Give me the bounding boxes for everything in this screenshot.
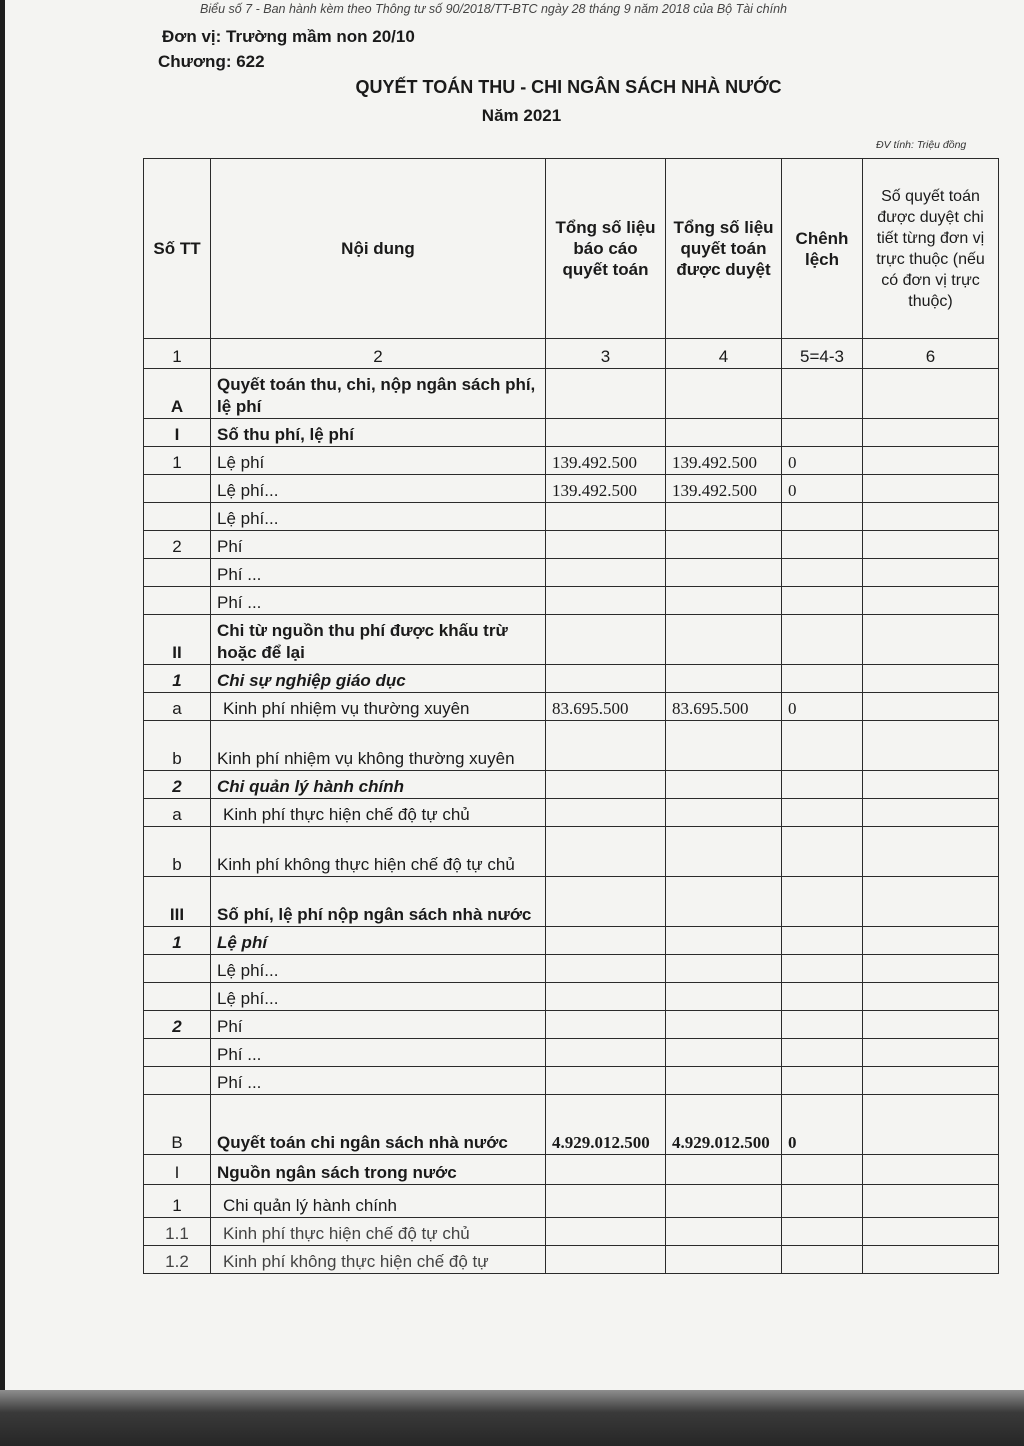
table-row	[144, 1067, 999, 1095]
unit-detail-value	[863, 1185, 999, 1218]
reported-value	[546, 721, 666, 771]
row-content: Phí ...	[211, 1039, 546, 1067]
unit-detail-value	[863, 1155, 999, 1185]
unit-detail-value	[863, 799, 999, 827]
approved-value	[666, 877, 782, 927]
chapter-code: Chương: 622	[158, 52, 265, 71]
row-number	[144, 559, 211, 587]
reported-value	[546, 1039, 666, 1067]
row-number	[144, 955, 211, 983]
reported-value: 83.695.500	[546, 693, 666, 721]
reported-value	[546, 1185, 666, 1218]
difference-value	[782, 1039, 863, 1067]
reported-value	[546, 1246, 666, 1274]
unit-detail-value	[863, 587, 999, 615]
reported-value	[546, 587, 666, 615]
reported-value	[546, 419, 666, 447]
approved-value	[666, 1218, 782, 1246]
row-content: Kinh phí không thực hiện chế độ tự	[211, 1246, 546, 1274]
row-content: Chi sự nghiệp giáo dục	[211, 665, 546, 693]
row-number: I	[144, 419, 211, 447]
reported-value	[546, 827, 666, 877]
table-row	[144, 827, 999, 877]
unit-detail-value	[863, 955, 999, 983]
unit-detail-value	[863, 983, 999, 1011]
unit-detail-value	[863, 1067, 999, 1095]
difference-value	[782, 369, 863, 419]
row-content: Chi quản lý hành chính	[211, 771, 546, 799]
unit-detail-value	[863, 369, 999, 419]
unit-detail-value	[863, 1218, 999, 1246]
row-number: III	[144, 877, 211, 927]
unit-detail-value	[863, 559, 999, 587]
unit-detail-value	[863, 475, 999, 503]
approved-value: 139.492.500	[666, 447, 782, 475]
table-row	[144, 1218, 999, 1246]
row-number	[144, 587, 211, 615]
difference-value	[782, 927, 863, 955]
difference-value	[782, 1185, 863, 1218]
unit-detail-value	[863, 1011, 999, 1039]
difference-value	[782, 799, 863, 827]
approved-value	[666, 1039, 782, 1067]
approved-value	[666, 721, 782, 771]
reported-value	[546, 559, 666, 587]
column-index: 2	[211, 339, 546, 369]
row-number	[144, 1067, 211, 1095]
row-content: Nguồn ngân sách trong nước	[211, 1155, 546, 1185]
row-content: Lệ phí...	[211, 983, 546, 1011]
table-row	[144, 771, 999, 799]
approved-value	[666, 927, 782, 955]
table-row	[144, 665, 999, 693]
row-number: 1	[144, 1185, 211, 1218]
table-row	[144, 1095, 999, 1155]
approved-value	[666, 665, 782, 693]
difference-value	[782, 503, 863, 531]
row-number: 1	[144, 447, 211, 475]
row-number: 2	[144, 771, 211, 799]
table-row	[144, 503, 999, 531]
approved-value: 4.929.012.500	[666, 1095, 782, 1155]
difference-value: 0	[782, 447, 863, 475]
approved-value	[666, 503, 782, 531]
row-number: II	[144, 615, 211, 665]
unit-detail-value	[863, 927, 999, 955]
unit-detail-value	[863, 1246, 999, 1274]
unit-detail-value	[863, 827, 999, 877]
column-header-approved: Tổng số liệu quyết toán được duyệt	[666, 159, 782, 339]
difference-value	[782, 1155, 863, 1185]
approved-value: 83.695.500	[666, 693, 782, 721]
row-content: Phí ...	[211, 559, 546, 587]
difference-value: 0	[782, 693, 863, 721]
approved-value	[666, 531, 782, 559]
reported-value	[546, 503, 666, 531]
reported-value	[546, 531, 666, 559]
table-row	[144, 693, 999, 721]
table-row	[144, 877, 999, 927]
row-number: 1.1	[144, 1218, 211, 1246]
row-content: Kinh phí nhiệm vụ thường xuyên	[211, 693, 546, 721]
column-index: 6	[863, 339, 999, 369]
difference-value	[782, 1067, 863, 1095]
reported-value	[546, 615, 666, 665]
difference-value: 0	[782, 475, 863, 503]
row-number: 1	[144, 927, 211, 955]
reported-value	[546, 369, 666, 419]
row-number: b	[144, 827, 211, 877]
form-reference: Biểu số 7 - Ban hành kèm theo Thông tư số 90/2018/TT-BTC ngày 28 tháng 9 năm 2018 của Bộ Tài chính	[200, 2, 787, 16]
row-content: Lệ phí...	[211, 955, 546, 983]
reported-value: 139.492.500	[546, 447, 666, 475]
row-number	[144, 1039, 211, 1067]
difference-value	[782, 1246, 863, 1274]
approved-value	[666, 1185, 782, 1218]
row-content: Quyết toán chi ngân sách nhà nước	[211, 1095, 546, 1155]
row-content: Chi từ nguồn thu phí được khấu trừ hoặc để lại	[211, 615, 546, 665]
difference-value	[782, 665, 863, 693]
difference-value	[782, 877, 863, 927]
reported-value	[546, 1218, 666, 1246]
unit-detail-value	[863, 503, 999, 531]
approved-value: 139.492.500	[666, 475, 782, 503]
row-content: Phí ...	[211, 1067, 546, 1095]
table-row	[144, 475, 999, 503]
difference-value	[782, 827, 863, 877]
table-row	[144, 721, 999, 771]
column-header-unit-detail: Số quyết toán được duyệt chi tiết từng đơn vị trực thuộc (nếu có đơn vị trực thuộc)	[863, 159, 999, 339]
row-number: a	[144, 693, 211, 721]
row-number: 2	[144, 1011, 211, 1039]
difference-value	[782, 721, 863, 771]
unit-detail-value	[863, 877, 999, 927]
column-index-row	[144, 339, 999, 369]
approved-value	[666, 587, 782, 615]
approved-value	[666, 799, 782, 827]
row-number: 1	[144, 665, 211, 693]
row-number: 2	[144, 531, 211, 559]
difference-value	[782, 771, 863, 799]
approved-value	[666, 955, 782, 983]
table-row	[144, 419, 999, 447]
unit-detail-value	[863, 771, 999, 799]
column-header-difference: Chênh lệch	[782, 159, 863, 339]
column-header-stt: Số TT	[144, 159, 211, 339]
approved-value	[666, 1011, 782, 1039]
row-number: I	[144, 1155, 211, 1185]
row-content: Phí ...	[211, 587, 546, 615]
currency-unit-note: ĐV tính: Triệu đồng	[876, 139, 967, 151]
table-row	[144, 615, 999, 665]
row-content: Lệ phí	[211, 927, 546, 955]
table-row	[144, 1155, 999, 1185]
difference-value	[782, 1011, 863, 1039]
scan-left-edge	[0, 0, 5, 1446]
column-index: 5=4-3	[782, 339, 863, 369]
table-header-row	[144, 159, 999, 339]
difference-value	[782, 559, 863, 587]
row-content: Phí	[211, 531, 546, 559]
approved-value	[666, 1067, 782, 1095]
table-row	[144, 531, 999, 559]
document-title: QUYẾT TOÁN THU - CHI NGÂN SÁCH NHÀ NƯỚC	[355, 77, 782, 97]
table-row	[144, 927, 999, 955]
unit-detail-value	[863, 721, 999, 771]
table-row	[144, 447, 999, 475]
row-content: Chi quản lý hành chính	[211, 1185, 546, 1218]
reported-value	[546, 1011, 666, 1039]
difference-value	[782, 955, 863, 983]
row-content: Số thu phí, lệ phí	[211, 419, 546, 447]
table-row	[144, 559, 999, 587]
difference-value	[782, 587, 863, 615]
table-row	[144, 799, 999, 827]
reported-value	[546, 983, 666, 1011]
unit-detail-value	[863, 665, 999, 693]
row-content: Kinh phí thực hiện chế độ tự chủ	[211, 799, 546, 827]
reported-value	[546, 955, 666, 983]
row-number: B	[144, 1095, 211, 1155]
difference-value	[782, 1218, 863, 1246]
column-index: 1	[144, 339, 211, 369]
reported-value	[546, 771, 666, 799]
approved-value	[666, 615, 782, 665]
reported-value	[546, 1067, 666, 1095]
document-year: Năm 2021	[481, 106, 562, 125]
unit-name: Đơn vị: Trường mầm non 20/10	[162, 27, 415, 46]
difference-value: 0	[782, 1095, 863, 1155]
column-index: 4	[666, 339, 782, 369]
row-content: Quyết toán thu, chi, nộp ngân sách phí, lệ phí	[211, 369, 546, 419]
approved-value	[666, 369, 782, 419]
row-number: a	[144, 799, 211, 827]
reported-value: 139.492.500	[546, 475, 666, 503]
reported-value	[546, 877, 666, 927]
unit-detail-value	[863, 447, 999, 475]
difference-value	[782, 531, 863, 559]
unit-detail-value	[863, 1095, 999, 1155]
row-content: Kinh phí không thực hiện chế độ tự chủ	[211, 827, 546, 877]
scan-bottom-shadow	[0, 1390, 1024, 1446]
table-row	[144, 1185, 999, 1218]
row-content: Kinh phí nhiệm vụ không thường xuyên	[211, 721, 546, 771]
approved-value	[666, 1246, 782, 1274]
column-header-reported: Tổng số liệu báo cáo quyết toán	[546, 159, 666, 339]
table-row	[144, 1011, 999, 1039]
budget-settlement-table	[143, 158, 999, 1274]
reported-value	[546, 799, 666, 827]
unit-detail-value	[863, 615, 999, 665]
unit-detail-value	[863, 693, 999, 721]
row-content: Số phí, lệ phí nộp ngân sách nhà nước	[211, 877, 546, 927]
row-number: 1.2	[144, 1246, 211, 1274]
approved-value	[666, 419, 782, 447]
reported-value	[546, 1155, 666, 1185]
table-row	[144, 1246, 999, 1274]
row-content: Phí	[211, 1011, 546, 1039]
unit-detail-value	[863, 531, 999, 559]
table-row	[144, 1039, 999, 1067]
row-number	[144, 503, 211, 531]
table-row	[144, 587, 999, 615]
reported-value	[546, 927, 666, 955]
difference-value	[782, 419, 863, 447]
column-header-content: Nội dung	[211, 159, 546, 339]
row-content: Kinh phí thực hiện chế độ tự chủ	[211, 1218, 546, 1246]
reported-value: 4.929.012.500	[546, 1095, 666, 1155]
column-index: 3	[546, 339, 666, 369]
row-number: A	[144, 369, 211, 419]
reported-value	[546, 665, 666, 693]
row-content: Lệ phí...	[211, 503, 546, 531]
unit-detail-value	[863, 1039, 999, 1067]
row-number	[144, 475, 211, 503]
approved-value	[666, 1155, 782, 1185]
approved-value	[666, 771, 782, 799]
approved-value	[666, 559, 782, 587]
table-row	[144, 955, 999, 983]
row-content: Lệ phí	[211, 447, 546, 475]
unit-detail-value	[863, 419, 999, 447]
approved-value	[666, 983, 782, 1011]
row-content: Lệ phí...	[211, 475, 546, 503]
row-number	[144, 983, 211, 1011]
approved-value	[666, 827, 782, 877]
table-row	[144, 983, 999, 1011]
table-row	[144, 369, 999, 419]
row-number: b	[144, 721, 211, 771]
difference-value	[782, 615, 863, 665]
difference-value	[782, 983, 863, 1011]
